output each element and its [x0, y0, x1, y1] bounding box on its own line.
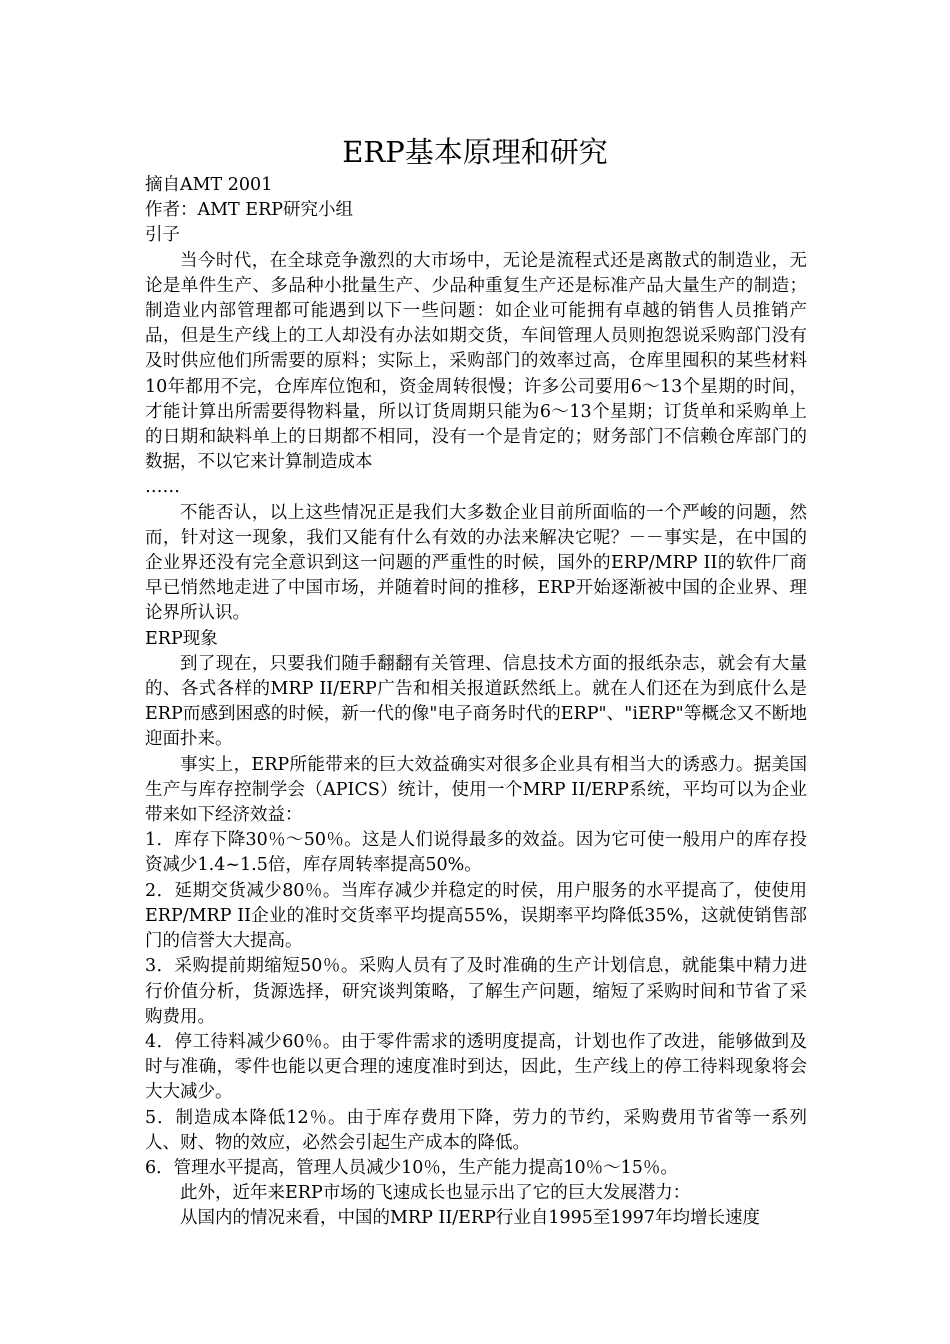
benefit-item-procurement: 3．采购提前期缩短50％。采购人员有了及时准确的生产计划信息，就能集中精力进行价值分析，货源选择，研究谈判策略，了解生产问题，缩短了采购时间和节省了采购费用。 — [145, 956, 807, 1027]
benefit-item-downtime: 4．停工待料减少60％。由于零件需求的透明度提高，计划也作了改进，能够做到及时与准确，零件也能以更合理的速度准时到达，因此，生产线上的停工待料现象将会大大减少。 — [145, 1031, 807, 1103]
document-title: ERP基本原理和研究 — [342, 135, 608, 169]
section-heading-intro: 引子 — [145, 225, 180, 246]
author-line: 作者：AMT ERP研究小组 — [145, 200, 354, 221]
paragraph-market-growth: 此外，近年来ERP市场的飞速成长也显示出了它的巨大发展潜力： — [180, 1183, 691, 1204]
paragraph-problem: 不能否认，以上这些情况正是我们大多数企业目前所面临的一个严峻的问题，然而，针对这一现象，我们又能有什么有效的办法来解决它呢？－－事实是，在中国的企业界还没有完全意识到这一问题的严重性的时候，国外的ERP/MRP II的软件厂商早已悄然地走进了中国市场，并随着时间的推移，ERP开始逐渐被中国的企业界、理论界所认识。 — [145, 502, 807, 624]
benefit-item-delivery: 2．延期交货减少80％。当库存减少并稳定的时侯，用户服务的水平提高了，使使用ERP/MRP II企业的准时交货率平均提高55%，误期率平均降低35%，这就使销售部门的信誉大大提高。 — [145, 880, 807, 952]
source-line: 摘自AMT 2001 — [145, 175, 273, 195]
benefit-item-cost: 5．制造成本降低12％。由于库存费用下降，劳力的节约，采购费用节省等一系列人、财、物的效应，必然会引起生产成本的降低。 — [145, 1107, 807, 1153]
section-heading-erp-phenomenon: ERP现象 — [145, 628, 218, 649]
paragraph-erp-media: 到了现在，只要我们随手翻翻有关管理、信息技术方面的报纸杂志，就会有大量的、各式各样的MRP II/ERP广告和相关报道跃然纸上。就在人们还在为到底什么是ERP而感到困惑的时候，新一代的像"电子商务时代的ERP"、"iERP"等概念又不断地迎面扑来。 — [145, 653, 807, 750]
paragraph-erp-benefits-intro: 事实上，ERP所能带来的巨大效益确实对很多企业具有相当大的诱惑力。据美国生产与库存控制学会（APICS）统计，使用一个MRP II/ERP系统，平均可以为企业带来如下经济效益： — [145, 754, 807, 826]
paragraph-intro: 当今时代，在全球竞争激烈的大市场中，无论是流程式还是离散式的制造业，无论是单件生产、多品种小批量生产、少品种重复生产还是标准产品大量生产的制造；制造业内部管理都可能遇到以下一些问题：如企业可能拥有卓越的销售人员推销产品，但是生产线上的工人却没有办法如期交货，车间管理人员则抱怨说采购部门没有及时供应他们所需要的原料；实际上，采购部门的效率过高，仓库里囤积的某些材料10年都用不完，仓库库位饱和，资金周转很慢；许多公司要用6～13个星期的时间，才能计算出所需要得物料量，所以订货周期只能为6～13个星期；订货单和采购单上的日期和缺料单上的日期都不相同，没有一个是肯定的；财务部门不信赖仓库部门的数据，不以它来计算制造成本 — [145, 250, 807, 473]
paragraph-domestic-market: 从国内的情况来看，中国的MRP II/ERP行业自1995至1997年均增长速度 — [180, 1208, 760, 1229]
document-body — [145, 173, 807, 1232]
benefit-item-inventory: 1．库存下降30％～50％。这是人们说得最多的效益。因为它可使一般用户的库存投资减少1.4~1.5倍，库存周转率提高50%。 — [145, 830, 807, 876]
benefit-item-management: 6．管理水平提高，管理人员减少10％，生产能力提高10％～15％。 — [145, 1157, 678, 1178]
paragraph-intro-ellipsis: …… — [145, 477, 180, 498]
